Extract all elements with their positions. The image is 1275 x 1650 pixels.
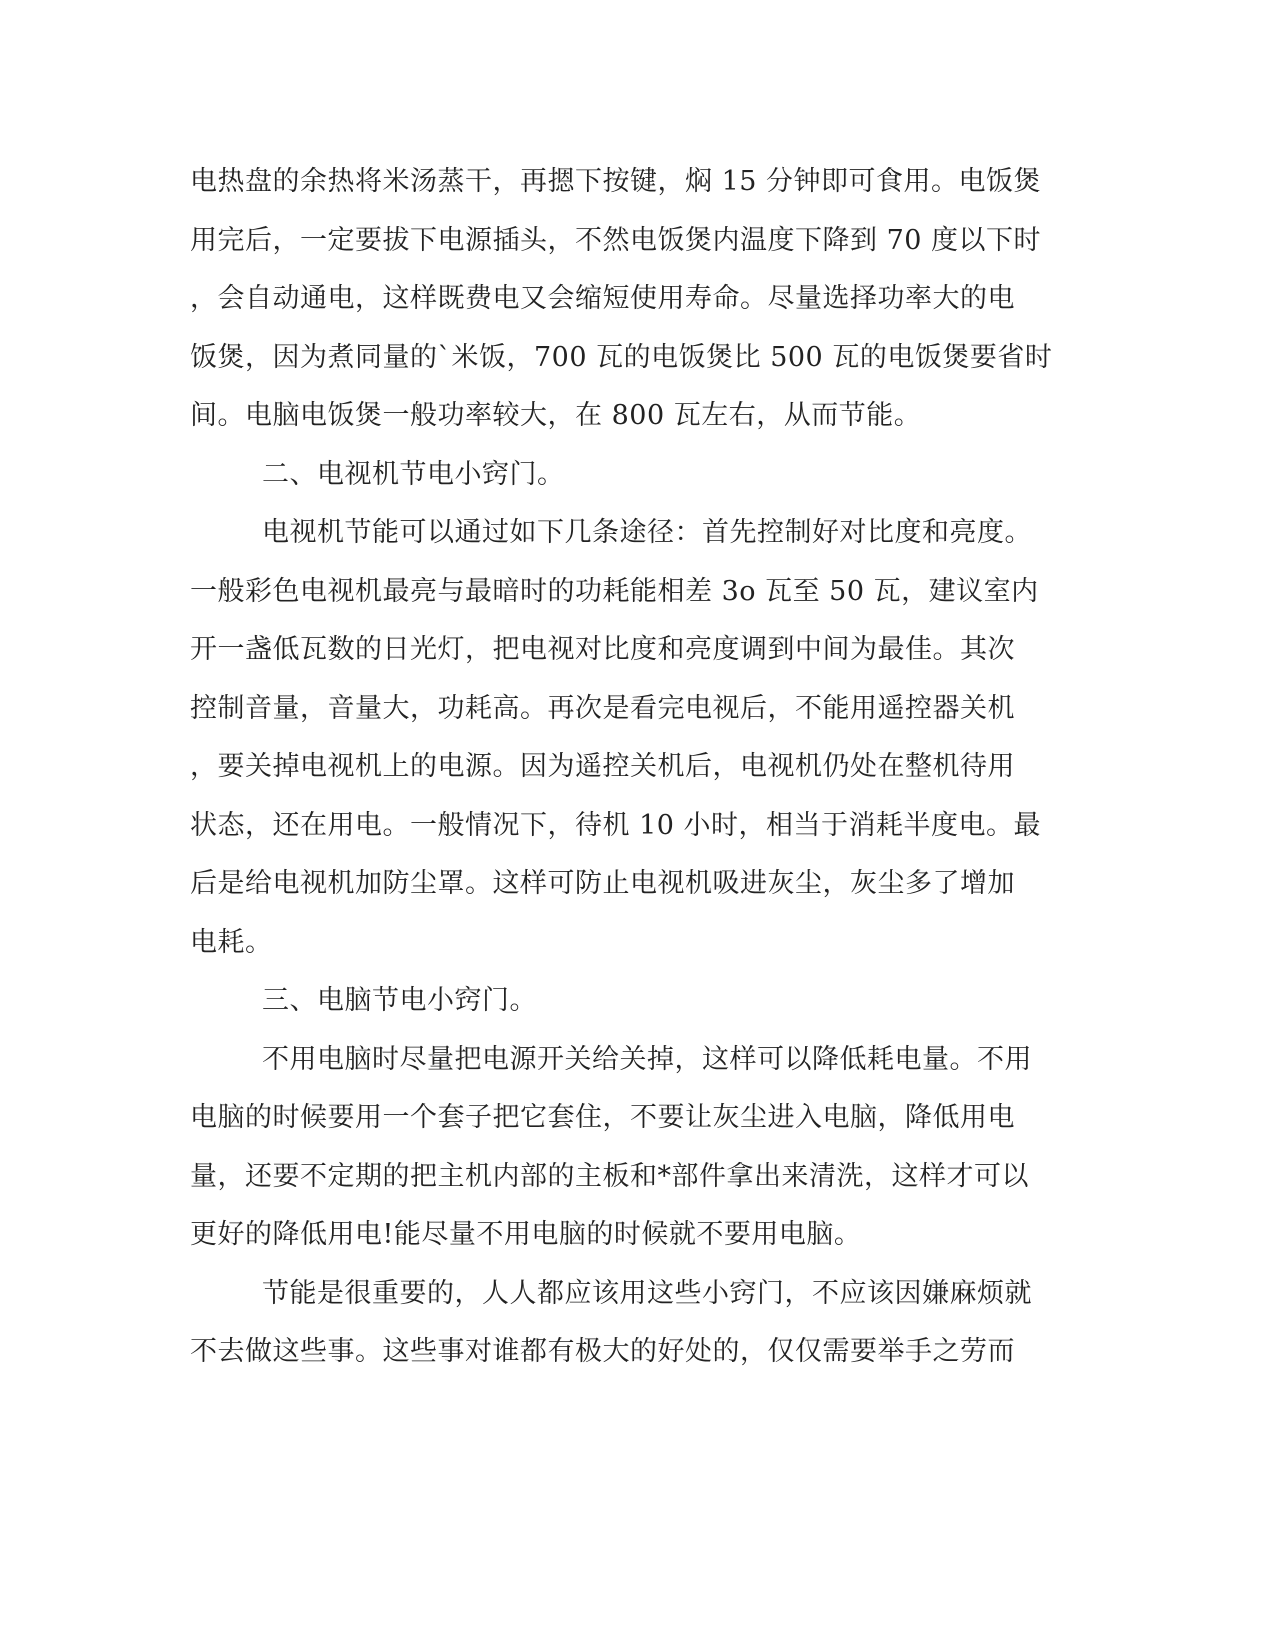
paragraph-line: 状态，还在用电。一般情况下，待机 10 小时，相当于消耗半度电。最 xyxy=(190,810,1042,841)
paragraph-line: ，会自动通电，这样既费电又会缩短使用寿命。尽量选择功率大的电 xyxy=(190,283,1015,314)
paragraph-line: 更好的降低用电!能尽量不用电脑的时候就不要用电脑。 xyxy=(190,1219,862,1250)
paragraph-line: 一般彩色电视机最亮与最暗时的功耗能相差 3o 瓦至 50 瓦，建议室内 xyxy=(190,576,1039,607)
paragraph-line: 间。电脑电饭煲一般功率较大，在 800 瓦左右，从而节能。 xyxy=(190,400,922,431)
paragraph-line: ，要关掉电视机上的电源。因为遥控关机后，电视机仍处在整机待用 xyxy=(190,751,1015,782)
paragraph-line: 后是给电视机加防尘罩。这样可防止电视机吸进灰尘，灰尘多了增加 xyxy=(190,868,1015,899)
paragraph-line: 饭煲，因为煮同量的`米饭，700 瓦的电饭煲比 500 瓦的电饭煲要省时 xyxy=(190,342,1053,373)
paragraph-line: 控制音量，音量大，功耗高。再次是看完电视后，不能用遥控器关机 xyxy=(190,693,1015,724)
paragraph-line: 电耗。 xyxy=(190,927,273,958)
paragraph-line: 电脑的时候要用一个套子把它套住，不要让灰尘进入电脑，降低用电 xyxy=(190,1102,1015,1133)
paragraph-line: 电热盘的余热将米汤蒸干，再摁下按键，焖 15 分钟即可食用。电饭煲 xyxy=(190,166,1042,197)
paragraph-line: 不去做这些事。这些事对谁都有极大的好处的，仅仅需要举手之劳而 xyxy=(190,1336,1015,1367)
section-heading: 三、电脑节电小窍门。 xyxy=(262,985,537,1016)
paragraph-line: 节能是很重要的，人人都应该用这些小窍门，不应该因嫌麻烦就 xyxy=(262,1278,1032,1309)
paragraph-line: 开一盏低瓦数的日光灯，把电视对比度和亮度调到中间为最佳。其次 xyxy=(190,634,1015,665)
paragraph-line: 电视机节能可以通过如下几条途径：首先控制好对比度和亮度。 xyxy=(262,517,1032,548)
section-heading: 二、电视机节电小窍门。 xyxy=(262,459,565,490)
paragraph-line: 用完后，一定要拔下电源插头，不然电饭煲内温度下降到 70 度以下时 xyxy=(190,225,1042,256)
paragraph-line: 不用电脑时尽量把电源开关给关掉，这样可以降低耗电量。不用 xyxy=(262,1044,1032,1075)
paragraph-line: 量，还要不定期的把主机内部的主板和*部件拿出来清洗，这样才可以 xyxy=(190,1161,1029,1192)
